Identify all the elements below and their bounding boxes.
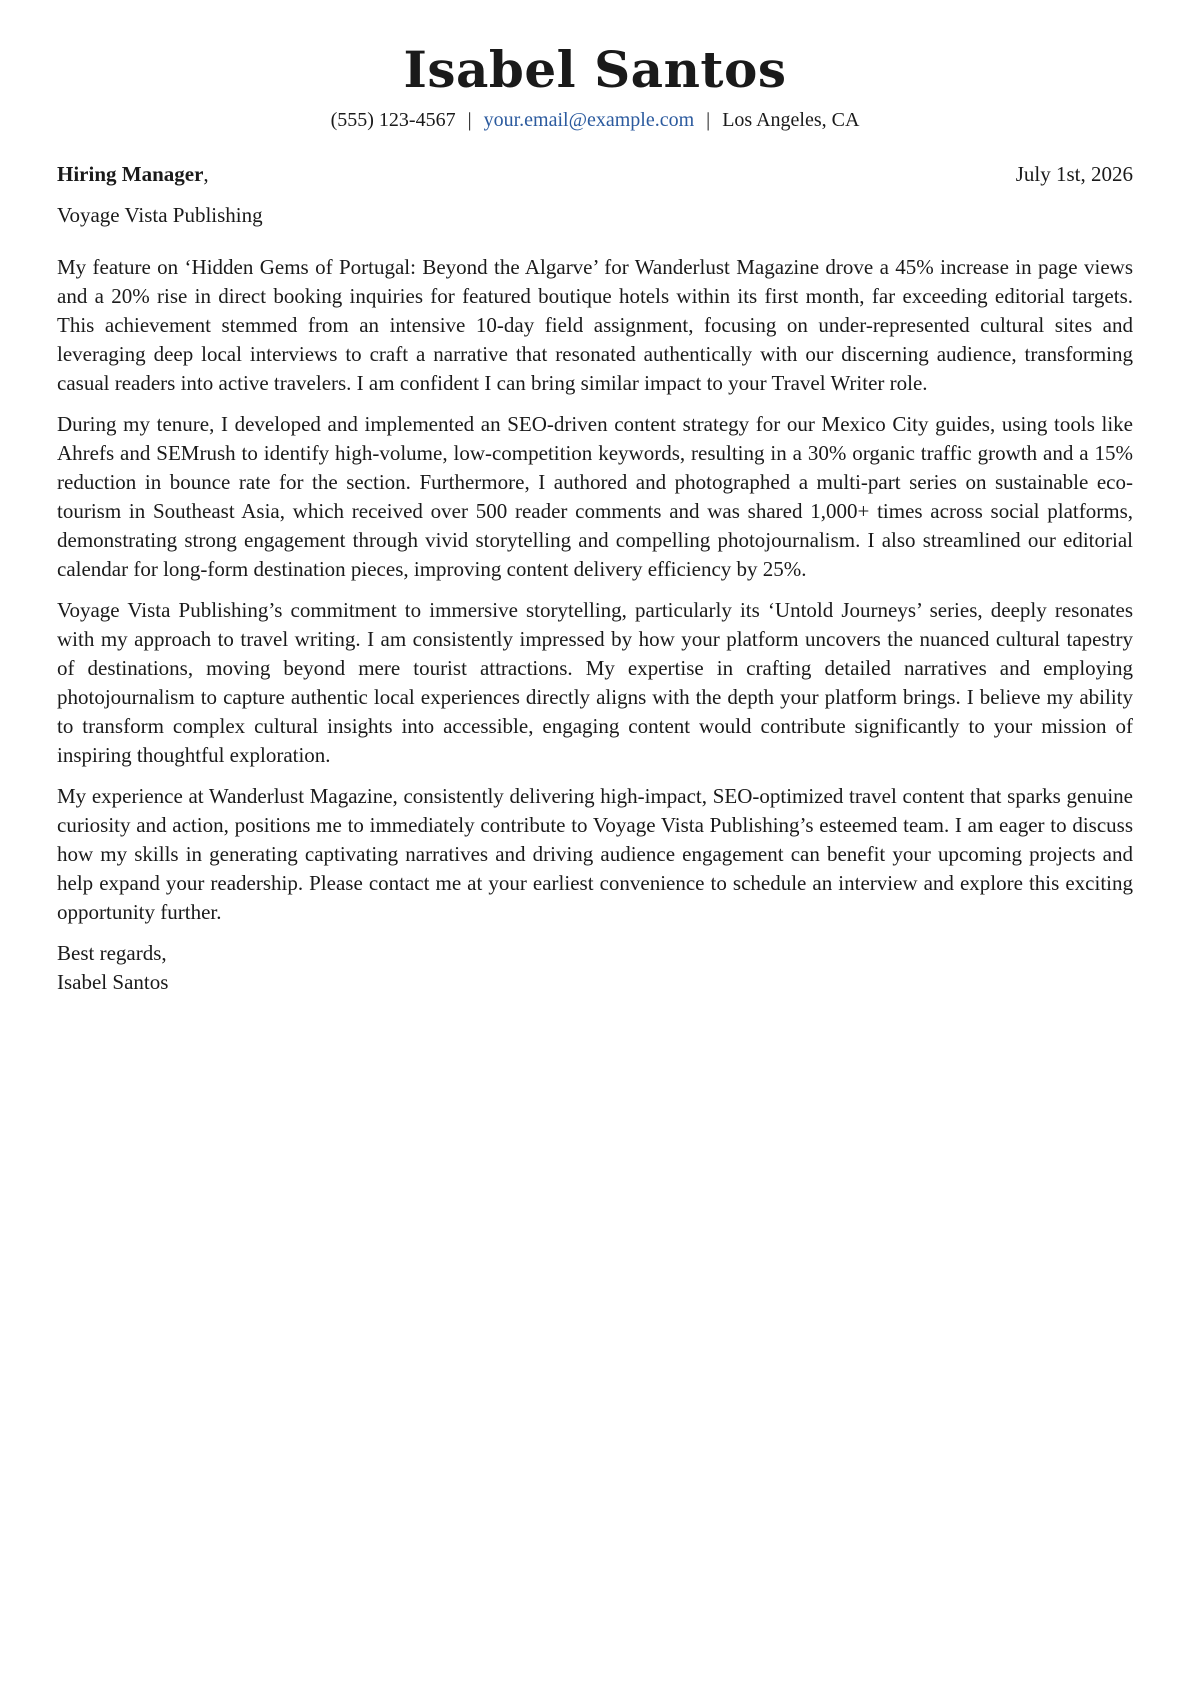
location: Los Angeles, CA <box>722 109 860 131</box>
letter-body <box>57 253 1133 927</box>
email-link[interactable]: your.email@example.com <box>483 109 695 131</box>
salutation-punctuation: , <box>203 162 209 186</box>
recipient-row <box>57 160 1133 188</box>
letter-closing <box>57 939 1133 997</box>
body-paragraph: Voyage Vista Publishing’s commitment to immersive storytelling, particularly its ‘Untold Journeys’ series, deeply resonates with my approach to travel writing. I am consistently impressed by how your platform uncovers the nuanced cultural tapestry of destinations, moving beyond mere tourist attractions. My expertise in crafting detailed narratives and employing photojournalism to capture authentic local experiences directly aligns with the depth your platform brings. I believe my ability to transform complex cultural insights into accessible, engaging content would contribute significantly to your mission of inspiring thoughtful exploration. <box>57 598 1133 767</box>
phone-number: (555) 123-4567 <box>330 109 456 131</box>
salutation <box>57 160 209 188</box>
separator: | <box>706 109 711 131</box>
applicant-name: Isabel Santos <box>403 40 787 99</box>
body-paragraph: My experience at Wanderlust Magazine, consistently delivering high-impact, SEO-optimized travel content that sparks genuine curiosity and action, positions me to immediately contribute to Voyage Vista Publishing’s esteemed team. I am eager to discuss how my skills in generating captivating narratives and driving audience engagement can benefit your upcoming projects and help expand your readership. Please contact me at your earliest convenience to schedule an interview and explore this exciting opportunity further. <box>57 784 1133 924</box>
letter-header <box>57 40 1133 134</box>
body-paragraph: During my tenure, I developed and implemented an SEO-driven content strategy for our Mexico City guides, using tools like Ahrefs and SEMrush to identify high-volume, low-competition keywords, resulting in a 30% organic traffic growth and a 15% reduction in bounce rate for the section. Furthermore, I authored and photographed a multi-part series on sustainable eco-tourism in Southeast Asia, which received over 500 reader comments and was shared 1,000+ times across social platforms, demonstrating strong engagement through vivid storytelling and compelling photojournalism. I also streamlined our editorial calendar for long-form destination pieces, improving content delivery efficiency by 25%. <box>57 412 1133 581</box>
letter-date: July 1st, 2026 <box>1015 162 1133 186</box>
recipient-name: Hiring Manager <box>57 162 204 186</box>
separator: | <box>467 109 472 131</box>
signature-name: Isabel Santos <box>57 970 169 994</box>
sign-off: Best regards, <box>57 941 167 965</box>
recipient-company: Voyage Vista Publishing <box>57 203 263 227</box>
contact-line <box>57 106 1133 134</box>
body-paragraph: My feature on ‘Hidden Gems of Portugal: Beyond the Algarve’ for Wanderlust Magazine drove a 45% increase in page views and a 20% rise in direct booking inquiries for featured boutique hotels within its first month, far exceeding editorial targets. This achievement stemmed from an intensive 10-day field assignment, focusing on under-represented cultural sites and leveraging deep local interviews to craft a narrative that resonated authentically with our discerning audience, transforming casual readers into active travelers. I am confident I can bring similar impact to your Travel Writer role. <box>57 255 1133 395</box>
